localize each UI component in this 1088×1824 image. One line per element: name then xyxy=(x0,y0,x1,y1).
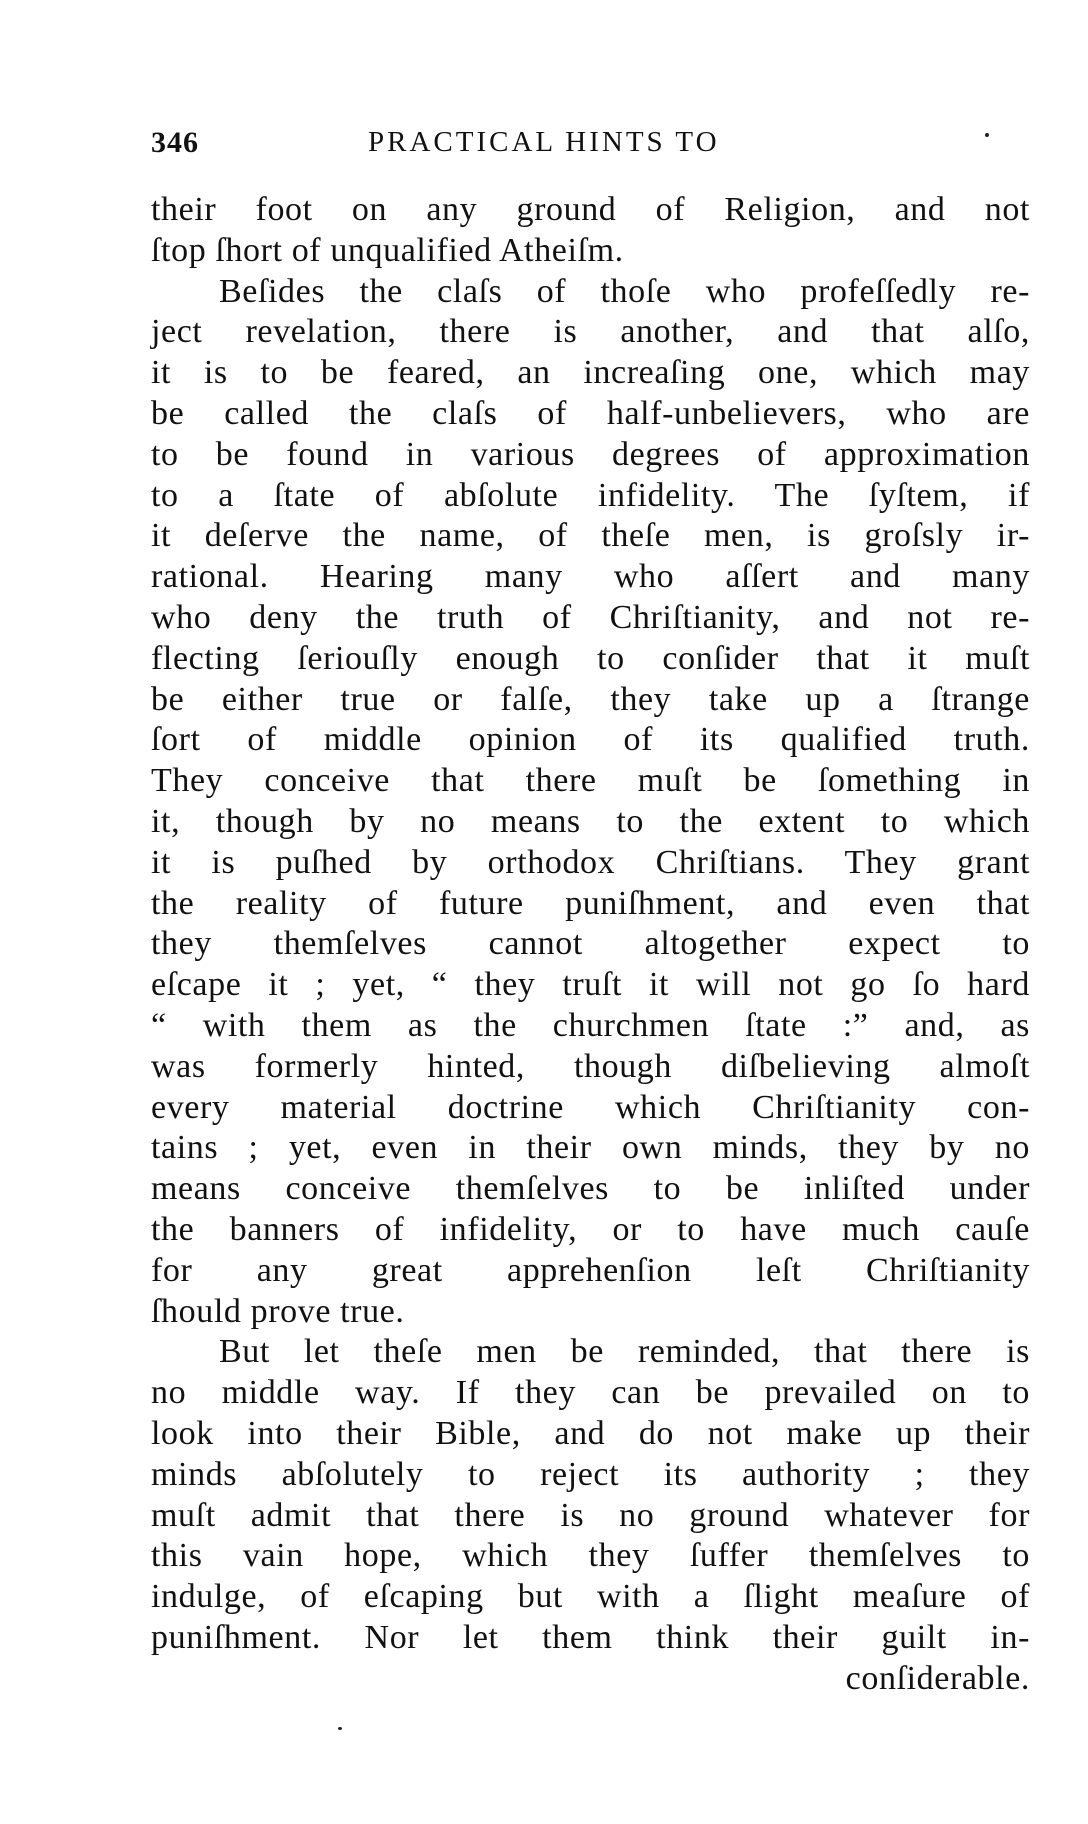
text-line: ſtop ſhort of unqualified Atheiſm. xyxy=(151,231,624,269)
text-line: tains ; yet, even in their own minds, they by no xyxy=(151,1129,1030,1167)
text-line: it, though by no means to the extent to which xyxy=(151,802,1030,840)
text-line: But let theſe men be reminded, that there is xyxy=(219,1333,1030,1371)
text-line: flecting ſeriouſly enough to conſider that it muſt xyxy=(151,639,1030,677)
text-line: their foot on any ground of Religion, and not xyxy=(151,191,1030,228)
text-line: puniſhment. Nor let them think their guilt in- xyxy=(151,1618,1030,1656)
text-line: for any great apprehenſion leſt Chriſtianity xyxy=(151,1251,1030,1289)
text-line: be called the claſs of half-unbelievers, who are xyxy=(151,394,1030,432)
text-line: muſt admit that there is no ground whatever for xyxy=(151,1496,1030,1534)
text-line: was formerly hinted, though diſbelieving almoſt xyxy=(151,1047,1030,1085)
text-line: it is puſhed by orthodox Chriſtians. They grant xyxy=(151,843,1030,881)
text-line: conſiderable. xyxy=(845,1659,1030,1697)
text-line: they themſelves cannot altogether expect to xyxy=(151,925,1030,963)
running-title: PRACTICAL HINTS TO xyxy=(368,126,720,158)
print-speck xyxy=(338,1727,342,1730)
text-line: Beſides the claſs of thoſe who profeſſedly re- xyxy=(219,272,1030,310)
text-line: to be found in various degrees of approximation xyxy=(151,435,1030,473)
text-line: the banners of infidelity, or to have much cauſe xyxy=(151,1210,1030,1248)
body-text xyxy=(151,190,1030,1699)
print-speck xyxy=(985,133,989,137)
text-line: means conceive themſelves to be inliſted under xyxy=(151,1170,1030,1208)
running-header xyxy=(151,126,1030,166)
page-number: 346 xyxy=(151,126,199,159)
text-line: eſcape it ; yet, “ they truſt it will not go ſo hard xyxy=(151,966,1030,1004)
text-line: who deny the truth of Chriſtianity, and not re- xyxy=(151,598,1030,636)
text-line: ſort of middle opinion of its qualified truth. xyxy=(151,721,1030,759)
text-line: look into their Bible, and do not make up their xyxy=(151,1414,1030,1452)
text-line: ſhould prove true. xyxy=(151,1292,405,1330)
text-line: the reality of future puniſhment, and even that xyxy=(151,884,1030,922)
text-line: be either true or falſe, they take up a ſtrange xyxy=(151,680,1030,718)
text-line: They conceive that there muſt be ſomething in xyxy=(151,762,1030,800)
text-line: rational. Hearing many who aſſert and many xyxy=(151,558,1030,596)
text-line: it deſerve the name, of theſe men, is groſsly ir- xyxy=(151,517,1030,555)
text-line: ject revelation, there is another, and that alſo, xyxy=(151,313,1030,351)
text-line: to a ſtate of abſolute infidelity. The ſyſtem, if xyxy=(151,476,1030,514)
text-line: every material doctrine which Chriſtianity con- xyxy=(151,1088,1030,1126)
text-line: minds abſolutely to reject its authority ; they xyxy=(151,1455,1030,1493)
text-line: this vain hope, which they ſuffer themſelves to xyxy=(151,1537,1030,1575)
text-line: indulge, of eſcaping but with a ſlight meaſure of xyxy=(151,1578,1030,1616)
text-line: no middle way. If they can be prevailed on to xyxy=(151,1374,1030,1412)
text-line: it is to be feared, an increaſing one, which may xyxy=(151,354,1030,392)
text-line: “ with them as the churchmen ſtate :” and, as xyxy=(151,1006,1030,1044)
